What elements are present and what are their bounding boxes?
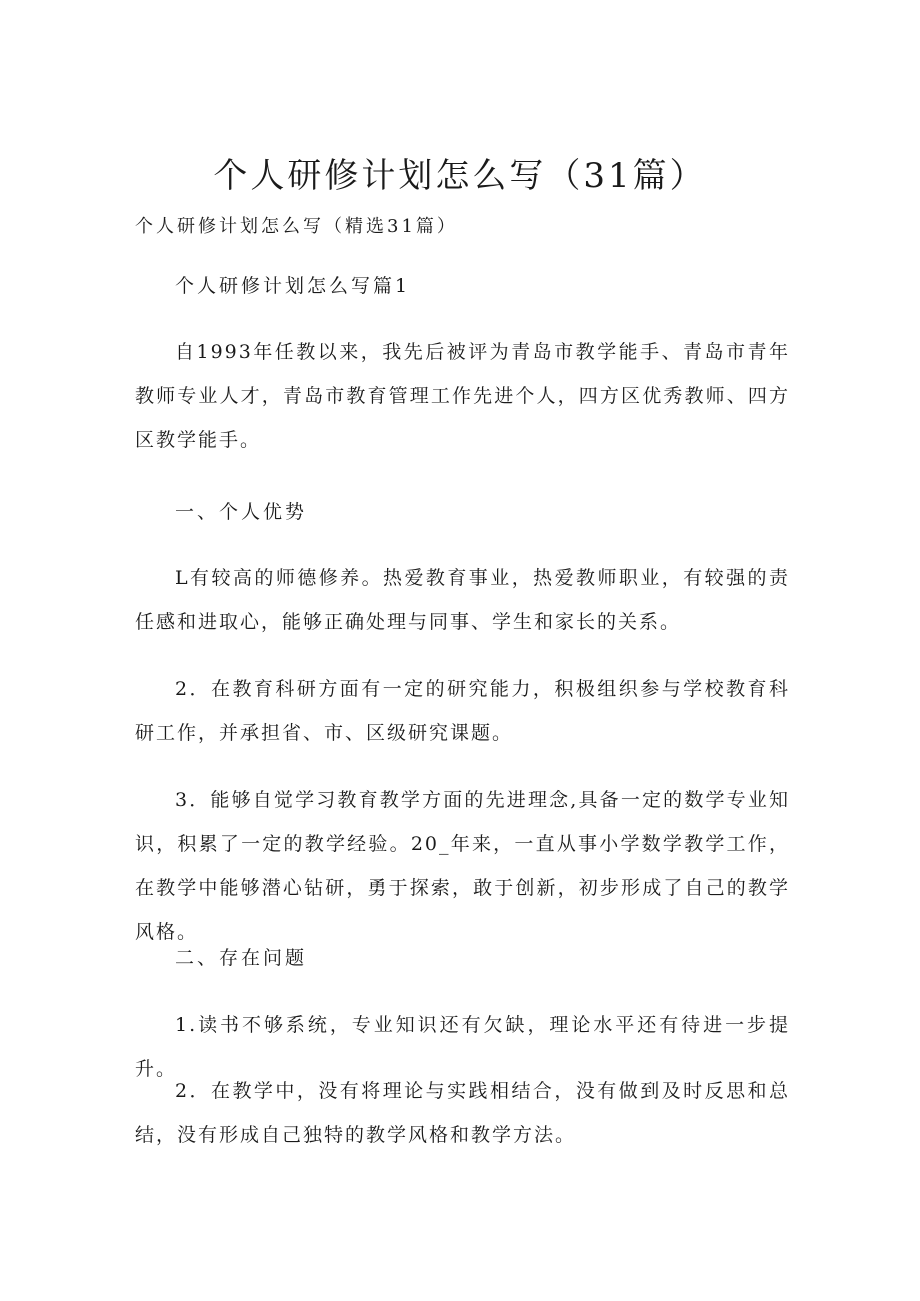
intro-paragraph: 自1993年任教以来，我先后被评为青岛市教学能手、青岛市青年教师专业人才，青岛市教育管理工作先进个人，四方区优秀教师、四方区教学能手。 [135, 341, 790, 451]
part1-item-2: 2．在教育科研方面有一定的研究能力，积极组织参与学校教育科研工作，并承担省、市、区级研究课题。 [135, 678, 790, 744]
document-title: 个人研修计划怎么写（31篇） [213, 156, 707, 196]
part2-item-1: 1.读书不够系统，专业知识还有欠缺，理论水平还有待进一步提升。 [135, 1014, 790, 1080]
document-subtitle: 个人研修计划怎么写（精选31篇） [135, 216, 458, 237]
part1-item-3: 3．能够自觉学习教育教学方面的先进理念,具备一定的数学专业知识，积累了一定的教学经验。20_年来，一直从事小学数学教学工作，在教学中能够潜心钻研，勇于探索，敢于创新，初步形成了自己的教学风格。 [135, 789, 790, 943]
part1-heading: 一、个人优势 [175, 501, 308, 523]
part2-item-2: 2．在教学中，没有将理论与实践相结合，没有做到及时反思和总结，没有形成自己独特的教学风格和教学方法。 [135, 1080, 790, 1146]
section-heading: 个人研修计划怎么写篇1 [175, 275, 411, 297]
part2-heading: 二、存在问题 [175, 947, 308, 969]
part1-item-1: L有较高的师德修养。热爱教育事业，热爱教师职业，有较强的责任感和进取心，能够正确处理与同事、学生和家长的关系。 [135, 567, 790, 633]
